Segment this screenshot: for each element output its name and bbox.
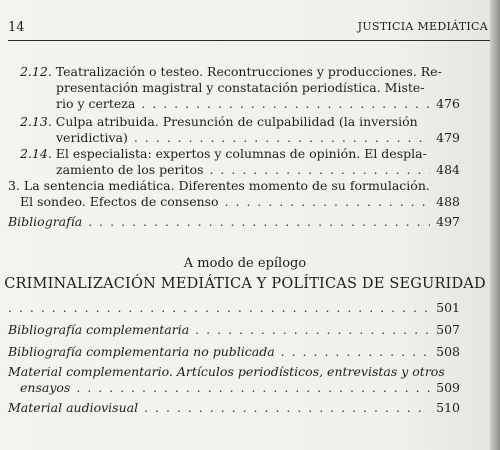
- toc-entry-bibliografia-no-publicada: [8, 344, 460, 360]
- entry-number: 2.13.: [20, 114, 52, 129]
- entry-number: 3.: [8, 178, 20, 193]
- page-binding-shadow: [490, 0, 500, 450]
- toc-entry-material-audiovisual: [8, 400, 460, 416]
- leader-dots: [144, 400, 430, 416]
- leader-dots: [225, 194, 430, 210]
- toc-entry-3: [8, 178, 460, 210]
- toc-entry-material-complementario: [8, 364, 460, 396]
- entry-page: 484: [436, 162, 460, 177]
- entry-page: 476: [436, 96, 460, 111]
- toc-entry-bibliografia-complementaria: [8, 322, 460, 338]
- entry-text-line: zamiento de los peritos: [56, 162, 204, 177]
- toc-entry-2-13: [20, 114, 460, 146]
- entry-number: 2.12.: [20, 64, 52, 79]
- entry-page: 507: [436, 322, 460, 337]
- leader-dots: [8, 300, 430, 316]
- entry-page: 508: [436, 344, 460, 359]
- entry-text-line: La sentencia mediática. Diferentes momento de su formulación.: [23, 178, 430, 193]
- entry-text-line: El sondeo. Efectos de consenso: [20, 194, 219, 209]
- entry-page: 501: [436, 300, 460, 315]
- toc-entry-bibliografia: [8, 214, 460, 230]
- leader-dots: [195, 322, 430, 338]
- leader-dots: [76, 380, 430, 396]
- entry-text-line: Bibliografía complementaria: [8, 322, 190, 337]
- epilogue-subtitle: A modo de epílogo: [183, 256, 307, 271]
- entry-text-line: rio y certeza: [56, 96, 136, 111]
- entry-page: 509: [436, 380, 460, 395]
- entry-text-line: El especialista: expertos y columnas de opinión. El despla-: [55, 146, 427, 161]
- leader-dots: [209, 162, 430, 178]
- leader-dots: [141, 96, 430, 112]
- epilogue-title: CRIMINALIZACIÓN MEDIÁTICA Y POLÍTICAS DE SEGURIDAD: [4, 276, 486, 292]
- entry-text-line: Bibliografía complementaria no publicada: [8, 344, 275, 359]
- entry-text-line: Material audiovisual: [8, 400, 139, 415]
- entry-page: 497: [436, 214, 460, 229]
- running-title: JUSTICIA MEDIÁTICA: [357, 20, 488, 33]
- leader-dots: [134, 130, 430, 146]
- entry-text-line: Bibliografía: [8, 214, 83, 229]
- entry-text-line: ensayos: [20, 380, 71, 395]
- leader-dots: [88, 214, 430, 230]
- entry-text-line: presentación magistral y constatación periodística. Miste-: [56, 80, 425, 95]
- entry-page: 510: [436, 400, 460, 415]
- header-rule: [8, 40, 490, 41]
- leader-dots: [281, 344, 430, 360]
- entry-text-line: Culpa atribuida. Presunción de culpabilidad (la inversión: [55, 114, 418, 129]
- toc-entry-epilogue: [8, 300, 460, 316]
- entry-page: 479: [436, 130, 460, 145]
- entry-page: 488: [436, 194, 460, 209]
- entry-number: 2.14.: [20, 146, 52, 161]
- toc-entry-2-12: [20, 64, 460, 112]
- entry-text-line: Material complementario. Artículos periodísticos, entrevistas y otros: [8, 364, 445, 379]
- entry-text-line: veridictiva): [56, 130, 128, 145]
- page-number: 14: [8, 20, 25, 35]
- entry-text-line: Teatralización o testeo. Recontrucciones y producciones. Re-: [55, 64, 442, 79]
- page-header: [8, 20, 488, 38]
- toc-entry-2-14: [20, 146, 460, 178]
